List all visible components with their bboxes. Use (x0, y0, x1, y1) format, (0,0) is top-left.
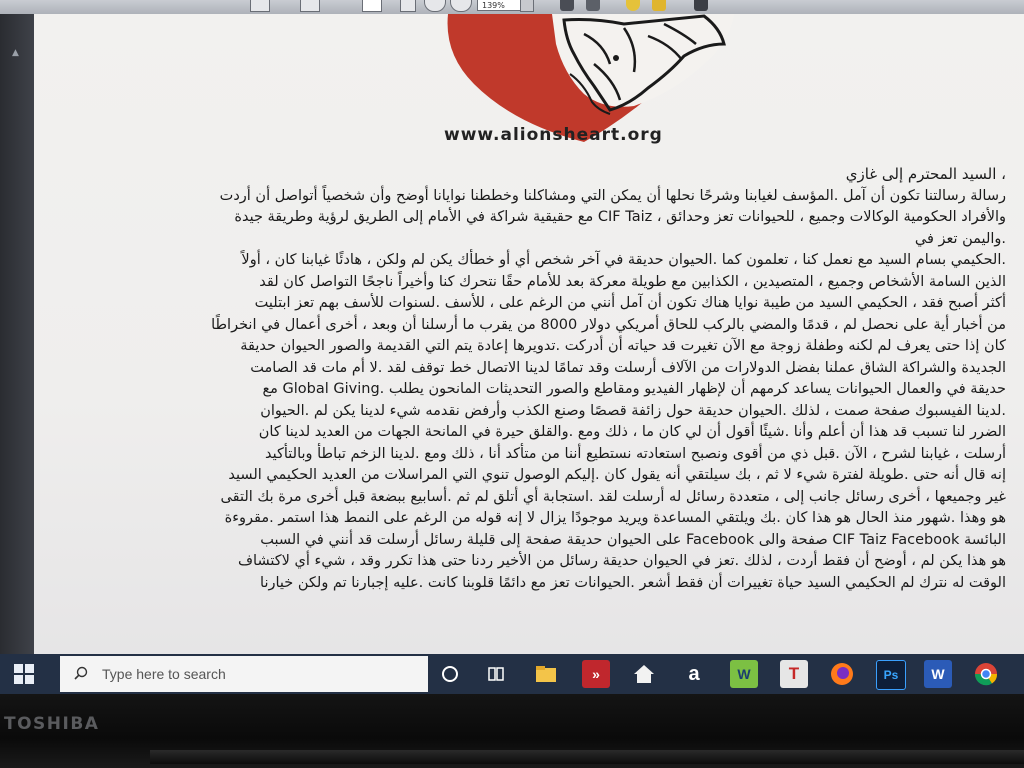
toolbar-button[interactable] (300, 0, 320, 12)
zoom-dropdown-chevron-icon[interactable] (520, 0, 534, 12)
cortana-icon[interactable] (436, 660, 464, 688)
laptop-bezel (0, 694, 1024, 768)
text-line: هو وهذا .شهور منذ الحال هو هذا كان .بك ويلتقي المساعدة ويريد موجودًا يزال لا إنه قوله من الرغم على النمط هذا استمر .مقروءة (224, 510, 1006, 526)
page-number-input[interactable] (362, 0, 382, 12)
paragraph-2 (166, 250, 1006, 594)
fit-page-icon[interactable] (560, 0, 574, 11)
text-line: كان إذا حتى يعرف لم لكنه وطفلة زوجة مع الآن تغيرت قد حياته أن أدركت .تدويرها إعادة يتم التي القديمة والصور الحيوان حديقة (240, 338, 1006, 354)
laptop-hinge (150, 750, 1024, 764)
text-line: من أخبار أية على نحصل لم ، قدمًا والمضي بالركب للحاق أمريكي دولار 8000 من يقرب ما أرسلنا أن وبعد ، أخرى أعمال في انخراطًا (211, 316, 1006, 333)
text-line: .واليمن تعز في (914, 230, 1006, 247)
search-icon (74, 666, 88, 680)
toolbar-button[interactable] (250, 0, 270, 12)
document-page (34, 14, 1024, 654)
zoom-out-button[interactable] (424, 0, 446, 12)
taskbar-search-box[interactable] (60, 656, 428, 692)
text-line: الذين السامة الأشخاص وجميع ، المتصيدين ، الكذابين مع طويلة معركة بعد للأمام حقًا نتحرك كنا وأخيراً ناجحًا التواصل كان لقد (259, 273, 1006, 290)
zoom-in-button[interactable] (450, 0, 472, 12)
t-app-icon[interactable]: T (780, 660, 808, 688)
chrome-icon[interactable] (972, 660, 1000, 688)
text-line: الضرر لنا تسبب قد هذا أن أعلم وأنا .شيئًا أقول أن لي كان ما ، ذلك ومع .والقلق حيرة في المانحة الجهات من العديد لدينا كان (258, 424, 1006, 440)
text-line: رسالة رسالتنا تكون أن آمل .المؤسف لغيابنا وشرحًا نحلها أن يمكن التي ومشاكلنا وخططنا نوايانا أوضح وأن شخصياً أتواصل أن أردت (219, 187, 1006, 204)
letter-body (166, 164, 1006, 594)
text-line: أكثر أصبح فقد ، الحكيمي السيد من طيبة نوايا هناك تكون أن آمل أنني من الرغم على ، للأسف .لسنوات للأسف بهم تعز ابتليت (254, 295, 1006, 311)
word-icon[interactable]: W (924, 660, 952, 688)
text-line: إنه قال أنه حتى .طويلة لفترة شيء لا ثم ، بك سيلتقي أنه يقول كان .إليكم الوصول تنوي التي المراسلات من العديد الحكيمي السيد (228, 467, 1006, 483)
writer-app-icon[interactable]: W (730, 660, 758, 688)
text-line: حديقة في والعمال الحيوانات يساعد كرمهم أن لإظهار الفيديو ومقاطع والصور التحديثات المانحون يطلب .Global Giving مع (262, 381, 1006, 397)
text-line: والأفراد الحكومية الوكالات وجميع ، للحيوانات تعز وحدائق ، CIF Taiz مع حقيقية شراكة في الأمام إلى الطريق لرؤية وطريقة جيدة (234, 209, 1006, 225)
text-line: الوقت له نترك لم الحكيمي السيد حياة تغييرات أن فقط أشعر .الحيوانات تعز مع دائمًا قلوبنا كانت .عليه إجبارنا تم ولكن خيارنا (260, 574, 1006, 591)
text-line: هو هذا يكن لم ، أوضح أن فقط أردت ، لذلك .تعز في الحيوان حديقة رسائل من الأخير ردنا حتى هذا تكرر وقد ، شيء أي لاكتشاف (238, 553, 1006, 569)
highlight-icon[interactable] (652, 0, 666, 11)
file-explorer-icon[interactable] (532, 660, 560, 688)
fullscreen-icon[interactable] (694, 0, 708, 11)
viewer-left-gutter (0, 14, 34, 654)
toolbar-button[interactable] (400, 0, 416, 12)
paragraph-1 (166, 186, 1006, 251)
letter-greeting: ، السيد المحترم إلى غازي (845, 165, 1006, 183)
zoom-level-field[interactable]: 139% (477, 0, 533, 11)
amazon-icon[interactable]: a (688, 663, 700, 685)
comment-icon[interactable] (626, 0, 640, 11)
text-line: البائسة CIF Taiz Facebook صفحة والى Facebook على الحيوان حديقة صفحة إلى قليلة رسائل أرسلت قد أنني في السبب (260, 531, 1006, 548)
text-line: الجديدة والشراكة الشاق عملنا بفضل الدولارات من الآلاف أرسلت وقد تمامًا لدينا الاتصال خط توقف لقد .لا أم مات قد الصامت (250, 359, 1006, 376)
firefox-icon[interactable] (828, 660, 856, 688)
website-url: www.alionsheart.org (444, 125, 663, 145)
text-line: غير وجميعها ، أخرى رسائل جانب إلى ، متعددة رسائل له أرسلت لقد .استجابة أي أتلق لم ثم .أسابيع ببضعة قبل أخرى مرة بك التقى (220, 488, 1006, 505)
text-line: .لدينا الفيسبوك صفحة صمت ، لذلك .الحيوان حديقة حول زائفة قصصًا وصنع الكذب وأرفض نقدمه شيء لدينا يكن لم .الحيوان (260, 402, 1006, 419)
text-line: .الحكيمي بسام السيد مع نعمل كنا ، تعلمون كما .الحيوان حديقة في آخر شخص أي أو خطأك يكن لم ولكن ، هادئًا غيابنا كان ، أولاً (241, 252, 1006, 268)
search-placeholder: Type here to search (102, 666, 226, 682)
text-line: أرسلت ، غيابنا لشرح ، الآن .قبل ذي من أقوى ونصبح استعادته نستطيع أننا من متأكد أنا ، ذلك ومع .لدينا الزخم تباطأ وبالتأكيد (264, 445, 1006, 462)
fit-width-icon[interactable] (586, 0, 600, 11)
photoshop-icon[interactable]: Ps (876, 660, 906, 690)
viewer-toolbar (0, 0, 1024, 15)
media-app-icon[interactable]: » (582, 660, 610, 688)
scroll-up-arrow-icon[interactable]: ▲ (12, 48, 19, 58)
windows-taskbar (0, 654, 1024, 694)
home-icon[interactable] (630, 660, 658, 688)
windows-start-icon[interactable] (14, 664, 34, 684)
laptop-brand-logo: TOSHIBA (4, 714, 100, 734)
task-view-icon[interactable] (482, 660, 510, 688)
